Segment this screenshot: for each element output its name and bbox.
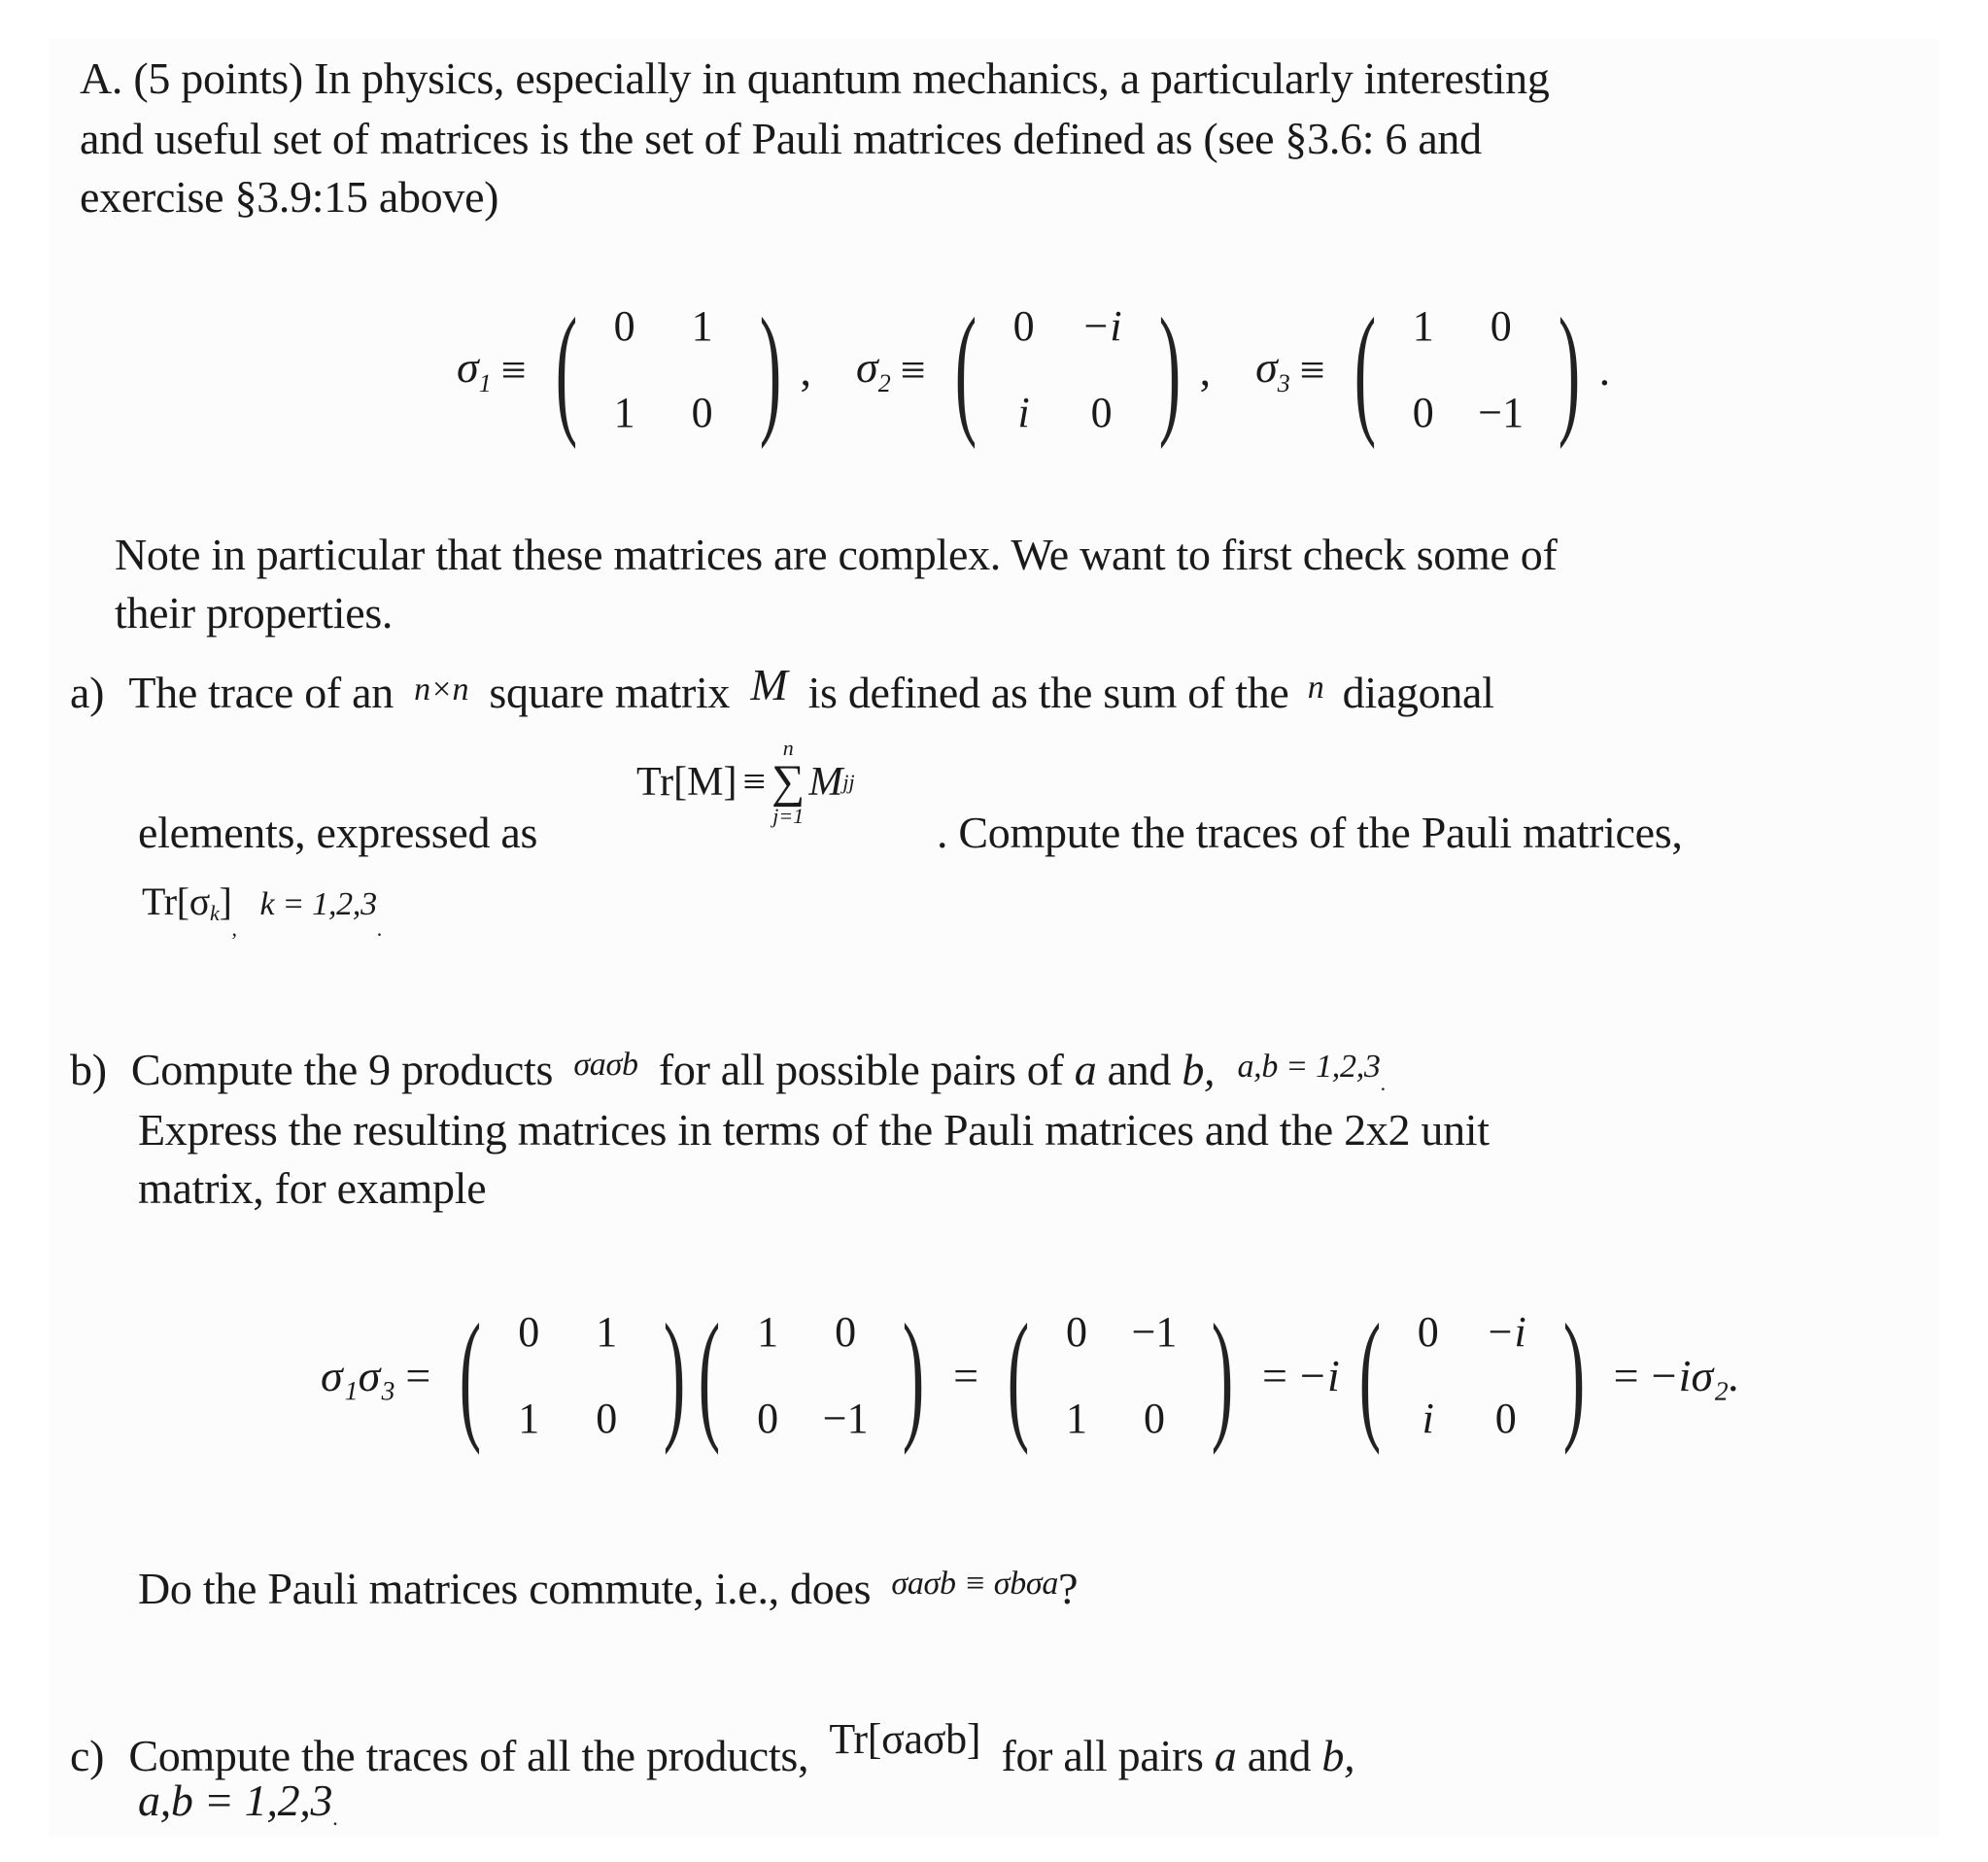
commute-question: Do the Pauli matrices commute, i.e., does $^{\sigma a\sigma b \equiv \sigma b\sigma a}$? bbox=[138, 1564, 1079, 1613]
part-c-line-1: c) Compute the traces of all the products, Tr[σaσb] for all pairs a and b, bbox=[70, 1715, 1355, 1780]
note-line-1: Note in particular that these matrices are complex. We want to first check some of bbox=[115, 530, 1558, 579]
trace-formula: Tr[M] ≡ n ∑ j=1 M jj bbox=[636, 736, 855, 828]
example-product-equation: σ₁σ₃ = ( 0 1 1 0 ) ( 1 0 0 −1 ) = ( 0 −1 1 0 ) = −i ( 0 −i i 0 ) = −iσ₂. bbox=[321, 1294, 1740, 1456]
intro-line-1: A. (5 points) In physics, especially in quantum mechanics, a particularly interesting bbox=[80, 53, 1550, 103]
sigma2-symbol: $\sigma_2$ bbox=[856, 341, 891, 397]
part-b-line-3: matrix, for example bbox=[138, 1163, 487, 1213]
part-b-line-1: b) Compute the 9 products $^{\sigma a\sigma b}$ for all possible pairs of a and b, a,b = 1,2,3. bbox=[70, 1045, 1386, 1095]
part-a-line-3: $Tr[\sigma k]_,$ $k = 1,2,3_.$ bbox=[142, 879, 382, 941]
sigma1-matrix: ( 0 1 1 0 ) bbox=[555, 289, 781, 450]
sigma1-symbol: $\sigma_1$ bbox=[457, 341, 492, 397]
pauli-matrices-definition: $\sigma_1$ ≡ ( 0 1 1 0 ) , $\sigma_2$ ≡ ( 0 −i i 0 ) , $\sigma_3$ ≡ ( 1 0 0 −1 ) . bbox=[457, 289, 1611, 450]
part-a-line-2-text: elements, expressed as bbox=[138, 808, 538, 857]
note-line-2: their properties. bbox=[115, 588, 394, 638]
part-a-line-1: a) The trace of an n×n square matrix M is defined as the sum of the $^n$ diagonal bbox=[70, 660, 1494, 717]
intro-line-2: and useful set of matrices is the set of Pauli matrices defined as (see §3.6: 6 and bbox=[80, 114, 1482, 163]
part-a-line-2-post: . Compute the traces of the Pauli matrices, bbox=[937, 808, 1683, 857]
sigma3-matrix: ( 1 0 0 −1 ) bbox=[1354, 289, 1580, 450]
sigma3-symbol: $\sigma_3$ bbox=[1255, 341, 1290, 397]
intro-line-3: exercise §3.9:15 above) bbox=[80, 172, 499, 222]
part-c-line-2: $a,b = 1,2,3_.$ bbox=[138, 1776, 338, 1830]
sigma2-matrix: ( 0 −i i 0 ) bbox=[954, 289, 1181, 450]
part-b-line-2: Express the resulting matrices in terms of the Pauli matrices and the 2x2 unit bbox=[138, 1105, 1490, 1155]
